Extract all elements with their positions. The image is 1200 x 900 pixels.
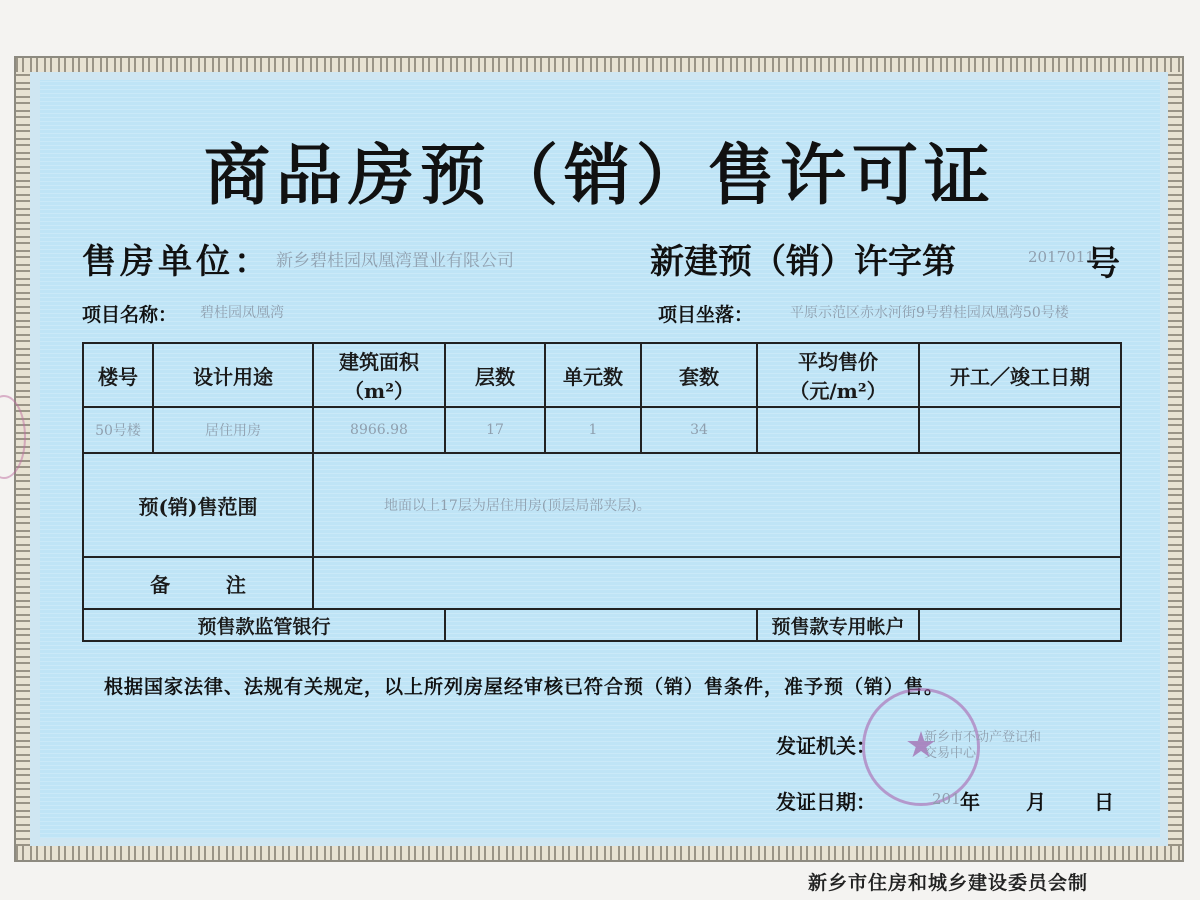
remarks-value (313, 557, 1121, 609)
cell-building-no: 50号楼 (83, 407, 153, 453)
scope-value: 地面以上17层为居住用房(顶层局部夹层)。 (313, 453, 1121, 557)
header-avg-price-label: 平均售价 (798, 350, 878, 374)
project-name-label: 项目名称： (82, 304, 178, 326)
seller-label: 售房单位： (82, 242, 272, 282)
header-dates: 开工／竣工日期 (919, 343, 1121, 407)
seal-star-icon: ★ (904, 725, 938, 766)
header-floor-area-unit: （m²） (344, 379, 414, 403)
header-floor-area (313, 343, 445, 407)
issuer-label: 发证机关： (776, 734, 876, 758)
permit-table (82, 342, 1122, 642)
date-year-unit: 年 (960, 790, 980, 814)
cell-dates (919, 407, 1121, 453)
header-suites: 套数 (641, 343, 757, 407)
account-label: 预售款专用帐户 (757, 609, 919, 641)
permit-label: 新建预（销）许字第 (650, 242, 956, 282)
header-floor-area-label: 建筑面积 (339, 350, 419, 374)
header-building-no: 楼号 (83, 343, 153, 407)
cell-avg-price (757, 407, 919, 453)
permit-suffix: 号 (1086, 244, 1120, 284)
header-units: 单元数 (545, 343, 641, 407)
cell-units: 1 (545, 407, 641, 453)
seller-value: 新乡碧桂园凤凰湾置业有限公司 (276, 251, 514, 271)
date-month-unit: 月 (1026, 790, 1046, 814)
header-avg-price-unit: （元/m²） (789, 379, 887, 403)
bank-label: 预售款监管银行 (83, 609, 445, 641)
date-label: 发证日期： (776, 790, 876, 814)
cell-design-use: 居住用房 (153, 407, 313, 453)
project-location-label: 项目坐落： (658, 304, 754, 326)
cell-floors: 17 (445, 407, 545, 453)
cell-suites: 34 (641, 407, 757, 453)
date-day-unit: 日 (1094, 790, 1114, 814)
remarks-label: 备 注 (83, 557, 313, 609)
project-name-value: 碧桂园凤凰湾 (200, 305, 284, 321)
project-location-value: 平原示范区赤水河街9号碧桂园凤凰湾50号楼 (790, 305, 1069, 321)
scope-label: 预(销)售范围 (83, 453, 313, 557)
header-avg-price (757, 343, 919, 407)
issuing-authority-footer: 新乡市住房和城乡建设委员会制 (808, 872, 1089, 894)
issuer-value: 新乡市不动产登记和交易中心 (924, 730, 1042, 761)
header-floors: 层数 (445, 343, 545, 407)
date-year-value: 201 (932, 790, 961, 808)
certificate-title: 商品房预（销）售许可证 (204, 136, 996, 214)
header-design-use: 设计用途 (153, 343, 313, 407)
approval-statement: 根据国家法律、法规有关规定，以上所列房屋经审核已符合预（销）售条件，准予预（销）售。 (104, 676, 945, 698)
cell-floor-area: 8966.98 (313, 407, 445, 453)
bank-value (445, 609, 757, 641)
account-value (919, 609, 1121, 641)
permit-number: 2017011 (1028, 248, 1095, 266)
